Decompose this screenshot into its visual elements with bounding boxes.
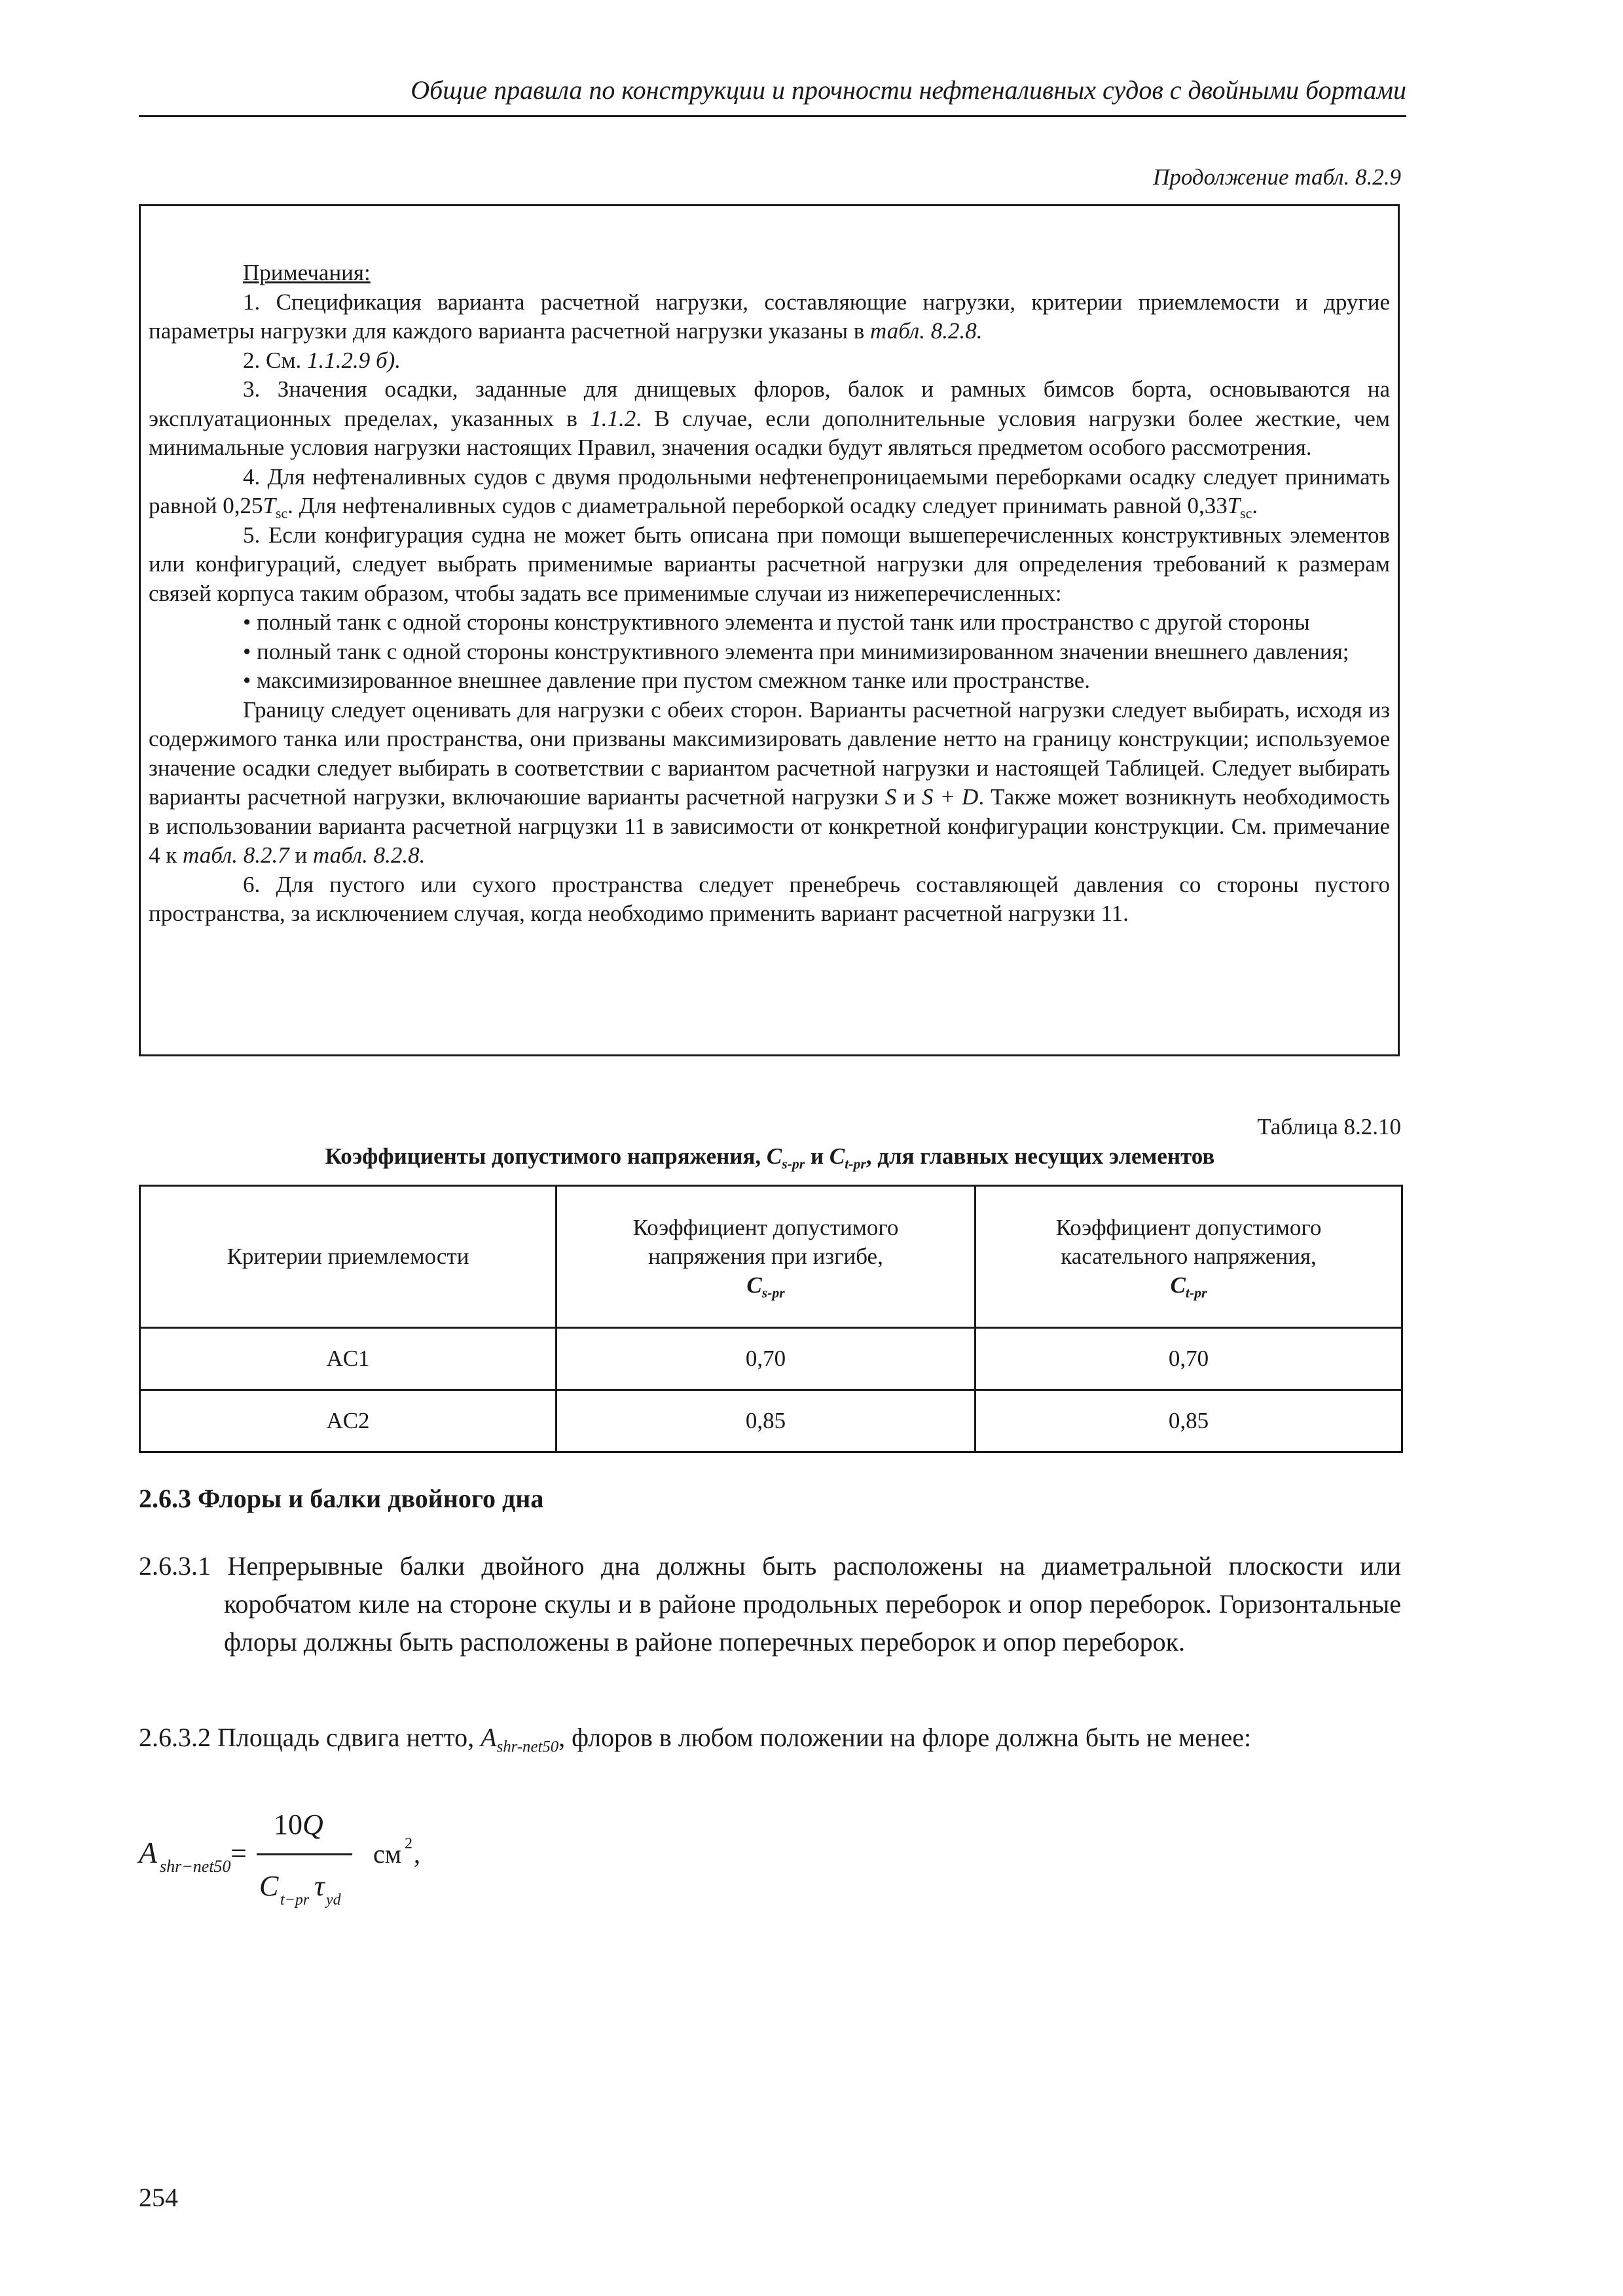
section-heading: 2.6.3 Флоры и балки двойного дна bbox=[139, 1484, 544, 1513]
formula-numerator: 10 bbox=[274, 1808, 302, 1840]
notes-box bbox=[139, 204, 1400, 1056]
header-bending-coefficient: Коэффициент допустимого напряжения при изгибе, $C_{s-pr}$ bbox=[556, 1186, 976, 1328]
note-5-bullet-1: • полный танк с одной стороны конструктивного элемента и пустой танк или пространство с другой стороны bbox=[243, 609, 1310, 635]
note-5-bullet-3: • максимизированное внешнее давление при пустом смежном танке или пространстве. bbox=[243, 668, 1091, 693]
stress-coefficients-table bbox=[139, 1185, 1403, 1453]
formula-comma: , bbox=[414, 1839, 420, 1869]
note-5-paragraph: Границу следует оценивать для нагрузки с обеих сторон. Варианты расчетной нагрузки следует выбирать, исходя из содержимого танка или пространства, они призваны максимизировать давление нетто на границу конструкции; используемое значение осадки следует выбирать в соответствии с вариантом расчетной нагрузки и настоящей Таблицей. Следует выбирать варианты расчетной нагрузки, включаюшие варианты расчетной нагрузки S и S + D. Также может возникнуть необходимость в использовании варианта расчетной нагрцузки 11 в зависимости от конкретной конфигурации конструкции. См. примечание 4 к табл. 8.2.7 и табл. 8.2.8. bbox=[149, 696, 1390, 868]
note-1: 1. Спецификация варианта расчетной нагрузки, составляющие нагрузки, критерии приемлемости и другие параметры нагрузки для каждого варианта расчетной нагрузки указаны в табл. 8.2.8. bbox=[149, 289, 1390, 344]
table-label: Таблица 8.2.10 bbox=[1257, 1114, 1401, 1139]
note-6: 6. Для пустого или сухого пространства следует пренебречь составляющей давления со стороны пустого пространства, за исключением случая, когда необходимо применить вариант расчетной нагрузки 11. bbox=[149, 871, 1390, 926]
table-continuation-label: Продолжение табл. 8.2.9 bbox=[1153, 164, 1401, 190]
note-4: 4. Для нефтеналивных судов с двумя продольными нефтенепроницаемыми переборками осадку следует принимать равной $0,25T_{sc}$. Для нефтеналивных судов с диаметральной переборкой осадку следует принимать равной $0,33T_{sc}$. bbox=[149, 463, 1390, 522]
formula-unit-superscript: 2 bbox=[405, 1835, 412, 1852]
note-2: 2. См. 1.1.2.9 б). bbox=[243, 347, 401, 373]
formula-lhs: A bbox=[139, 1836, 158, 1869]
formula-lhs-subscript: shr−net50 bbox=[160, 1857, 231, 1876]
formula-denominator-tau-subscript: yd bbox=[326, 1892, 341, 1909]
page-number: 254 bbox=[139, 2183, 178, 2212]
criterion-cell: AC2 bbox=[140, 1390, 556, 1452]
shear-coefficient-cell: 0,85 bbox=[976, 1390, 1402, 1452]
note-5-bullet-2: • полный танк с одной стороны конструктивного элемента при минимизированном значении внешнего давления; bbox=[243, 638, 1349, 664]
formula-denominator-c: C bbox=[259, 1870, 279, 1902]
shear-coefficient-cell: 0,70 bbox=[976, 1328, 1402, 1390]
formula-numerator-symbol: Q bbox=[302, 1808, 323, 1840]
clause-2-6-3-2: 2.6.3.2 Площадь сдвига нетто, $A_{shr-net50}$, флоров в любом положении на флоре должна быть не менее: bbox=[139, 1723, 1252, 1756]
header-shear-coefficient: Коэффициент допустимого касательного напряжения, $C_{t-pr}$ bbox=[976, 1186, 1402, 1328]
running-header: Общие правила по конструкции и прочности нефтеналивных судов с двойными бортами bbox=[410, 75, 1406, 105]
notes-title: Примечания: bbox=[243, 260, 371, 285]
clause-2-6-3-1: 2.6.3.1 Непрерывные балки двойного дна должны быть расположены на диаметральной плоскости или коробчатом киле на стороне скулы и в районе продольных переборок и опор переборок. Горизонтальные флоры должны быть расположены в районе поперечных переборок и опор переборок. bbox=[139, 1551, 1401, 1657]
table-caption: Коэффициенты допустимого напряжения, $C_{s-pr}$ и $C_{t-pr}$, для главных несущих элементов bbox=[325, 1143, 1215, 1172]
table-header-row bbox=[140, 1186, 1402, 1328]
bending-coefficient-cell: 0,70 bbox=[556, 1328, 976, 1390]
table-row bbox=[140, 1328, 1402, 1390]
header-criteria: Критерии приемлемости bbox=[140, 1186, 556, 1328]
note-5: 5. Если конфигурация судна не может быть описана при помощи вышеперечисленных конструктивных элементов или конфигураций, следует выбрать применимые варианты расчетной нагрузки для определения требований к размерам связей корпуса таким образом, чтобы задать все применимые случаи из нижеперечисленных: bbox=[149, 522, 1390, 606]
note-3: 3. Значения осадки, заданные для днищевых флоров, балок и рамных бимсов борта, основываются на эксплуатационных пределах, указанных в 1.1.2. В случае, если дополнительные условия нагрузки более жесткие, чем минимальные условия нагрузки настоящих Правил, значения осадки будут являться предметом особого рассмотрения. bbox=[149, 376, 1390, 460]
formula-equals: = bbox=[230, 1837, 247, 1869]
formula-denominator-c-subscript: t−pr bbox=[280, 1892, 310, 1909]
shear-area-formula bbox=[135, 1767, 593, 1918]
formula-unit: см bbox=[373, 1839, 402, 1869]
formula-denominator-tau: τ bbox=[314, 1870, 325, 1902]
criterion-cell: AC1 bbox=[140, 1328, 556, 1390]
header-rule bbox=[139, 115, 1406, 117]
table-row bbox=[140, 1390, 1402, 1452]
bending-coefficient-cell: 0,85 bbox=[556, 1390, 976, 1452]
